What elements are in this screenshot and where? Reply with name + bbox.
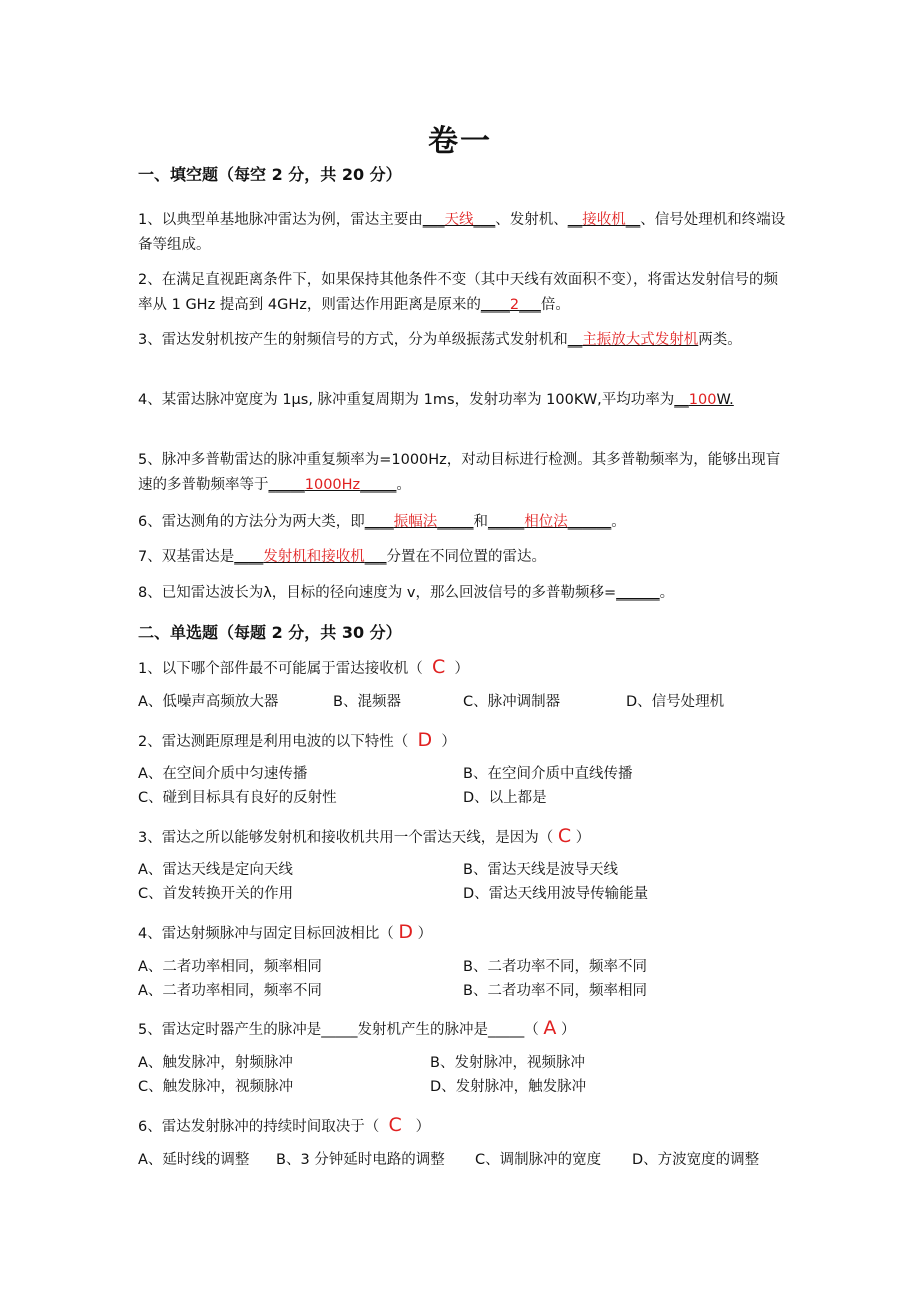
option-c: C、脉冲调制器 xyxy=(463,694,561,710)
question-text: 6、雷达发射脉冲的持续时间取决于（ xyxy=(138,1119,380,1135)
option-b: B、混频器 xyxy=(333,694,401,710)
option-b: B、在空间介质中直线传播 xyxy=(463,766,633,782)
answer-blank: __100 xyxy=(674,392,717,408)
answer-text: 天线 xyxy=(444,212,474,228)
option-d: D、发射脉冲，触发脉冲 xyxy=(430,1079,587,1095)
answer-blank: __接收机__ xyxy=(567,212,641,228)
question-text: 2、雷达测距原理是利用电波的以下特性（ xyxy=(138,734,409,750)
option-a: A、低噪声高频放大器 xyxy=(138,694,279,710)
option-c: C、触发脉冲，视频脉冲 xyxy=(138,1079,294,1095)
option-d: D、信号处理机 xyxy=(626,694,725,710)
option-c: C、碰到目标具有良好的反射性 xyxy=(138,790,337,806)
mc-question-1: 1、以下哪个部件最不可能属于雷达接收机（ C ） xyxy=(138,656,469,678)
answer-letter: D xyxy=(398,921,413,943)
section-heading-fill: 一、填空题（每空 2 分，共 20 分） xyxy=(138,165,402,184)
question-text: 。 xyxy=(659,585,675,601)
option-b: B、二者功率不同，频率不同 xyxy=(463,959,647,975)
fill-question-4 xyxy=(138,388,788,413)
answer-text: 100 xyxy=(688,392,717,408)
question-text: 1、以典型单基地脉冲雷达为例，雷达主要由 xyxy=(138,212,423,228)
mc-question-2: 2、雷达测距原理是利用电波的以下特性（ D ） xyxy=(138,729,456,751)
question-text: 5、脉冲多普勒雷达的脉冲重复频率为=1000Hz，对动目标进行检测。其多普勒频率为，能够出现盲速的多普勒频率等于 xyxy=(138,452,781,493)
option-b: B、3 分钟延时电路的调整 xyxy=(276,1152,445,1168)
fill-question-7 xyxy=(138,545,788,570)
question-text: 。 xyxy=(611,514,626,530)
answer-text: 主振放大式发射机 xyxy=(582,332,699,348)
option-a: A、雷达天线是定向天线 xyxy=(138,862,293,878)
question-text: 8、已知雷达波长为λ，目标的径向速度为 v，那么回波信号的多普勒频移= xyxy=(138,585,617,601)
answer-text: 相位法 xyxy=(524,514,568,530)
question-text: 6、雷达测角的方法分为两大类，即 xyxy=(138,514,365,530)
question-text: 倍。 xyxy=(540,297,570,313)
answer-blank: _____相位法______ xyxy=(487,514,612,530)
answer-text: 振幅法 xyxy=(393,514,438,530)
question-text: 7、双基雷达是 xyxy=(138,549,235,565)
answer-letter: C xyxy=(557,825,572,847)
answer-text: 2 xyxy=(509,297,520,313)
fill-question-2 xyxy=(138,268,788,318)
option-c: C、调制脉冲的宽度 xyxy=(475,1152,602,1168)
question-text: 1、以下哪个部件最不可能属于雷达接收机（ xyxy=(138,661,423,677)
question-text: 3、雷达之所以能够发射机和接收机共用一个雷达天线，是因为（ xyxy=(138,830,554,846)
option-c: C、首发转换开关的作用 xyxy=(138,886,294,902)
option-a: A、二者功率相同，频率相同 xyxy=(138,959,322,975)
question-text: 。 xyxy=(396,477,411,493)
answer-letter: D xyxy=(417,729,433,751)
answer-blank: _____1000Hz_____ xyxy=(268,477,397,493)
answer-letter: C xyxy=(431,656,446,678)
page-title: 卷一 xyxy=(428,124,492,159)
question-text: 、发射机、 xyxy=(495,212,568,228)
question-text: 、信号处理机和终端设备等组成。 xyxy=(138,212,786,253)
question-text: 3、雷达发射机按产生的射频信号的方式，分为单级振荡式发射机和 xyxy=(138,332,568,348)
option-b: B、发射脉冲，视频脉冲 xyxy=(430,1055,585,1071)
fill-question-6 xyxy=(138,510,788,535)
option-d: D、以上都是 xyxy=(463,790,547,806)
mc-question-5: 5、雷达定时器产生的脉冲是_____发射机产生的脉冲是_____（ A ） xyxy=(138,1017,576,1039)
mc-question-3: 3、雷达之所以能够发射机和接收机共用一个雷达天线，是因为（ C ） xyxy=(138,825,591,847)
option-a2: A、二者功率相同，频率不同 xyxy=(138,983,322,999)
option-b2: B、二者功率不同，频率相同 xyxy=(463,983,647,999)
fill-question-3 xyxy=(138,328,788,353)
answer-letter: C xyxy=(388,1114,402,1136)
question-text: 4、某雷达脉冲宽度为 1μs, 脉冲重复周期为 1ms，发射功率为 100KW,平均功率为 xyxy=(138,392,675,408)
option-d: D、方波宽度的调整 xyxy=(632,1152,760,1168)
answer-text: 发射机和接收机 xyxy=(263,549,365,565)
fill-question-5 xyxy=(138,448,788,498)
answer-blank: ____发射机和接收机___ xyxy=(234,549,387,565)
mc-question-6: 6、雷达发射脉冲的持续时间取决于（ C ） xyxy=(138,1114,431,1136)
option-a: A、延时线的调整 xyxy=(138,1152,250,1168)
answer-text: 接收机 xyxy=(582,212,626,228)
section-heading-choice: 二、单选题（每题 2 分，共 30 分） xyxy=(138,623,402,642)
question-text: 和 xyxy=(473,514,488,530)
answer-blank: __主振放大式发射机 xyxy=(567,332,699,348)
question-text: 分置在不同位置的雷达。 xyxy=(386,549,546,565)
answer-blank: ______ xyxy=(616,585,660,601)
answer-text: 1000Hz xyxy=(304,477,361,493)
option-a: A、触发脉冲，射频脉冲 xyxy=(138,1055,293,1071)
question-text: 4、雷达射频脉冲与固定目标回波相比（ xyxy=(138,926,394,942)
answer-blank: ____振幅法_____ xyxy=(364,514,474,530)
fill-question-1 xyxy=(138,208,788,258)
mc-question-4: 4、雷达射频脉冲与固定目标回波相比（ D ） xyxy=(138,921,433,943)
option-a: A、在空间介质中匀速传播 xyxy=(138,766,308,782)
answer-letter: A xyxy=(543,1017,557,1039)
question-text: 两类。 xyxy=(698,332,742,348)
question-text: 5、雷达定时器产生的脉冲是_____发射机产生的脉冲是_____（ xyxy=(138,1022,539,1038)
question-text: W. xyxy=(716,392,734,408)
answer-blank: ____2___ xyxy=(480,297,541,313)
answer-blank: ___天线___ xyxy=(422,212,496,228)
question-text: 2、在满足直视距离条件下，如果保持其他条件不变（其中天线有效面积不变），将雷达发射信号的频率从 1 GHz 提高到 4GHz，则雷达作用距离是原来的 xyxy=(138,272,778,313)
fill-question-8 xyxy=(138,581,788,606)
option-d: D、雷达天线用波导传输能量 xyxy=(463,886,649,902)
option-b: B、雷达天线是波导天线 xyxy=(463,862,618,878)
